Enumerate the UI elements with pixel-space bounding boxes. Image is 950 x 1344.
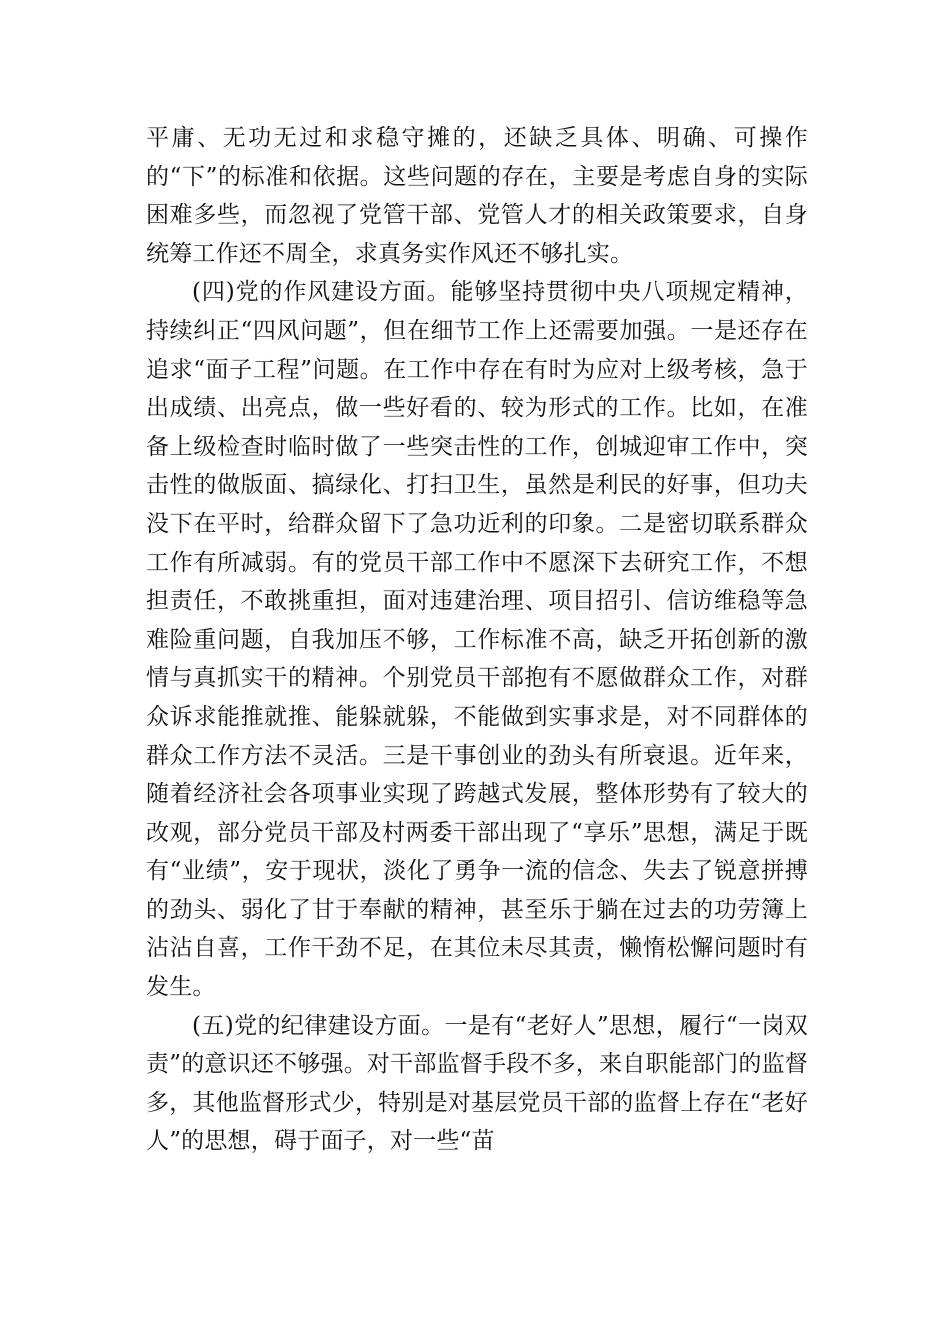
document-body <box>146 119 808 1161</box>
paragraph-section-four: (四)党的作风建设方面。能够坚持贯彻中央八项规定精神，持续纠正“四风问题”，但在细节工作上还需要加强。一是还存在追求“面子工程”问题。在工作中存在有时为应对上级考核，急于出成绩、出亮点，做一些好看的、较为形式的工作。比如，在准备上级检查时临时做了一些突击性的工作，创城迎审工作中，突击性的做版面、搞绿化、打扫卫生，虽然是利民的好事，但功夫没下在平时，给群众留下了急功近利的印象。二是密切联系群众工作有所减弱。有的党员干部工作中不愿深下去研究工作，不想担责任，不敢挑重担，面对违建治理、项目招引、信访维稳等急难险重问题，自我加压不够，工作标准不高，缺乏开拓创新的激情与真抓实干的精神。个别党员干部抱有不愿做群众工作，对群众诉求能推就推、能躲就躲，不能做到实事求是，对不同群体的群众工作方法不灵活。三是干事创业的劲头有所衰退。近年来，随着经济社会各项事业实现了跨越式发展，整体形势有了较大的改观，部分党员干部及村两委干部出现了“享乐”思想，满足于既有“业绩”，安于现状，淡化了勇争一流的信念、失去了锐意拼搏的劲头、弱化了甘于奉献的精神，甚至乐于躺在过去的功劳簿上沾沾自喜，工作干劲不足，在其位未尽其责，懒惰松懈问题时有发生。 <box>146 279 808 1001</box>
paragraph-continuation: 平庸、无功无过和求稳守摊的，还缺乏具体、明确、可操作的“下”的标准和依据。这些问题的存在，主要是考虑自身的实际困难多些，而忽视了党管干部、党管人才的相关政策要求，自身统筹工作还不周全，求真务实作风还不够扎实。 <box>146 125 808 267</box>
paragraph-section-five: (五)党的纪律建设方面。一是有“老好人”思想，履行“一岗双责”的意识还不够强。对干部监督手段不多，来自职能部门的监督多，其他监督形式少，特别是对基层党员干部的监督上存在“老好人”的思想，碍于面子，对一些“苗 <box>146 1012 808 1155</box>
